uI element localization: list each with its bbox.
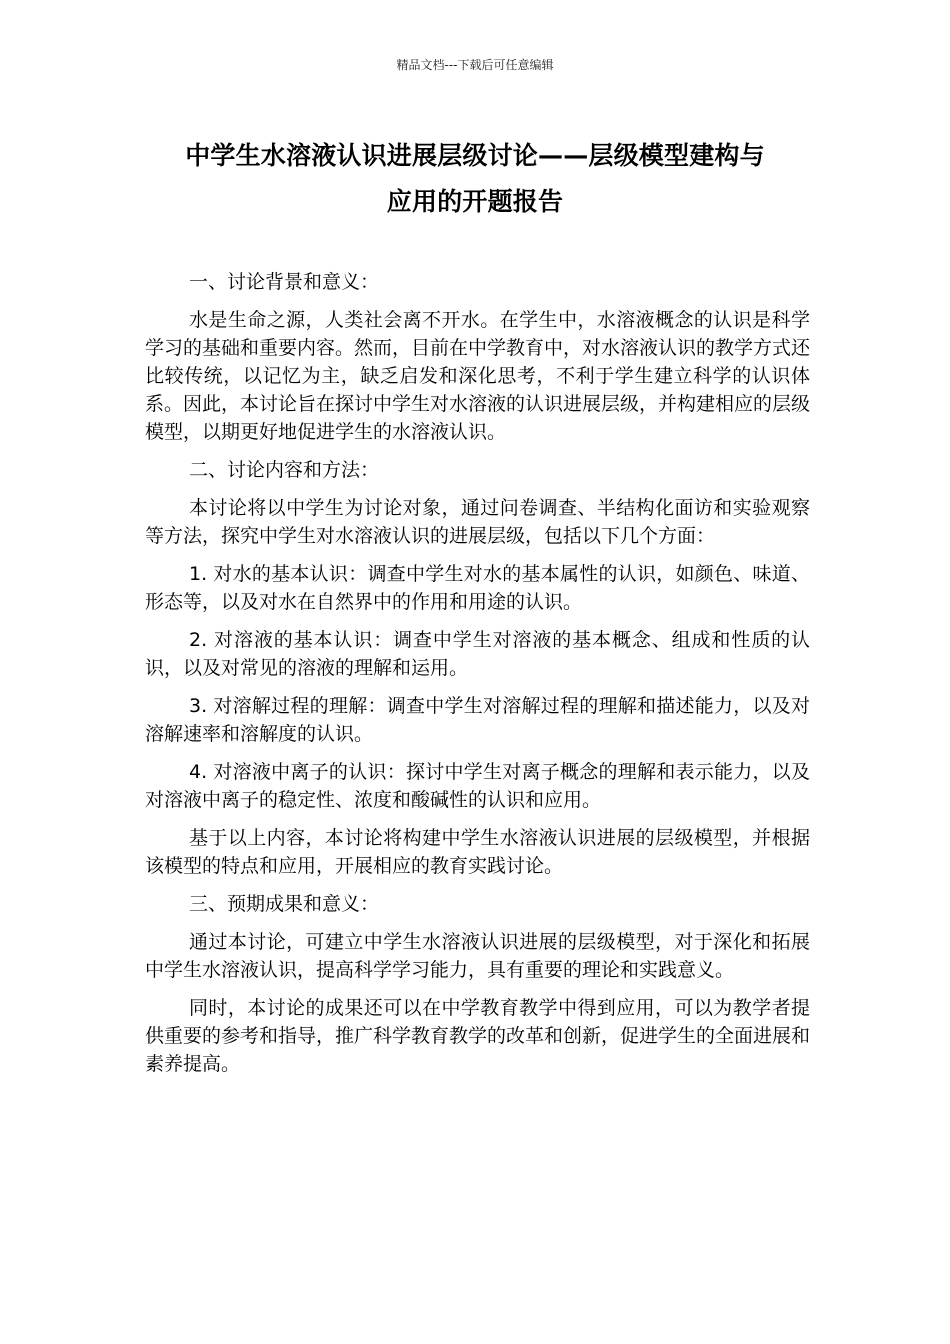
paragraph: 同时，本讨论的成果还可以在中学教育教学中得到应用，可以为教学者提供重要的参考和指导，推广科学教育教学的改革和创新，促进学生的全面进展和素养提高。	[145, 997, 811, 1075]
document-title	[130, 133, 820, 225]
title-line-1: 中学生水溶液认识进展层级讨论——层级模型建构与	[185, 141, 765, 170]
title-line-2: 应用的开题报告	[386, 187, 564, 216]
section-heading-background: 一、讨论背景和意义：	[189, 271, 380, 293]
list-item: 1. 对水的基本认识：调查中学生对水的基本属性的认识，如颜色、味道、形态等，以及对水在自然界中的作用和用途的认识。	[145, 563, 810, 613]
page-header: 精品文档---下载后可任意编辑	[396, 58, 554, 72]
paragraph: 本讨论将以中学生为讨论对象，通过问卷调查、半结构化面访和实验观察等方法，探究中学生对水溶液认识的进展层级，包括以下几个方面：	[145, 497, 810, 547]
section-heading-expected-results: 三、预期成果和意义：	[189, 893, 380, 915]
paragraph: 水是生命之源，人类社会离不开水。在学生中，水溶液概念的认识是科学学习的基础和重要内容。然而，目前在中学教育中，对水溶液认识的教学方式还比较传统，以记忆为主，缺乏启发和深化思考，不利于学生建立科学的认识体系。因此，本讨论旨在探讨中学生对水溶液的认识进展层级，并构建相应的层级模型，以期更好地促进学生的水溶液认识。	[145, 309, 811, 443]
list-item: 2. 对溶液的基本认识：调查中学生对溶液的基本概念、组成和性质的认识，以及对常见的溶液的理解和运用。	[145, 629, 810, 679]
list-item: 4. 对溶液中离子的认识：探讨中学生对离子概念的理解和表示能力，以及对溶液中离子的稳定性、浓度和酸碱性的认识和应用。	[145, 761, 810, 811]
paragraph: 基于以上内容，本讨论将构建中学生水溶液认识进展的层级模型，并根据该模型的特点和应用，开展相应的教育实践讨论。	[145, 827, 810, 877]
section-heading-content-method: 二、讨论内容和方法：	[189, 459, 380, 481]
paragraph: 通过本讨论，可建立中学生水溶液认识进展的层级模型，对于深化和拓展中学生水溶液认识，提高科学学习能力，具有重要的理论和实践意义。	[145, 931, 810, 981]
list-item: 3. 对溶解过程的理解：调查中学生对溶解过程的理解和描述能力，以及对溶解速率和溶解度的认识。	[145, 695, 810, 745]
document-body	[145, 268, 810, 1088]
